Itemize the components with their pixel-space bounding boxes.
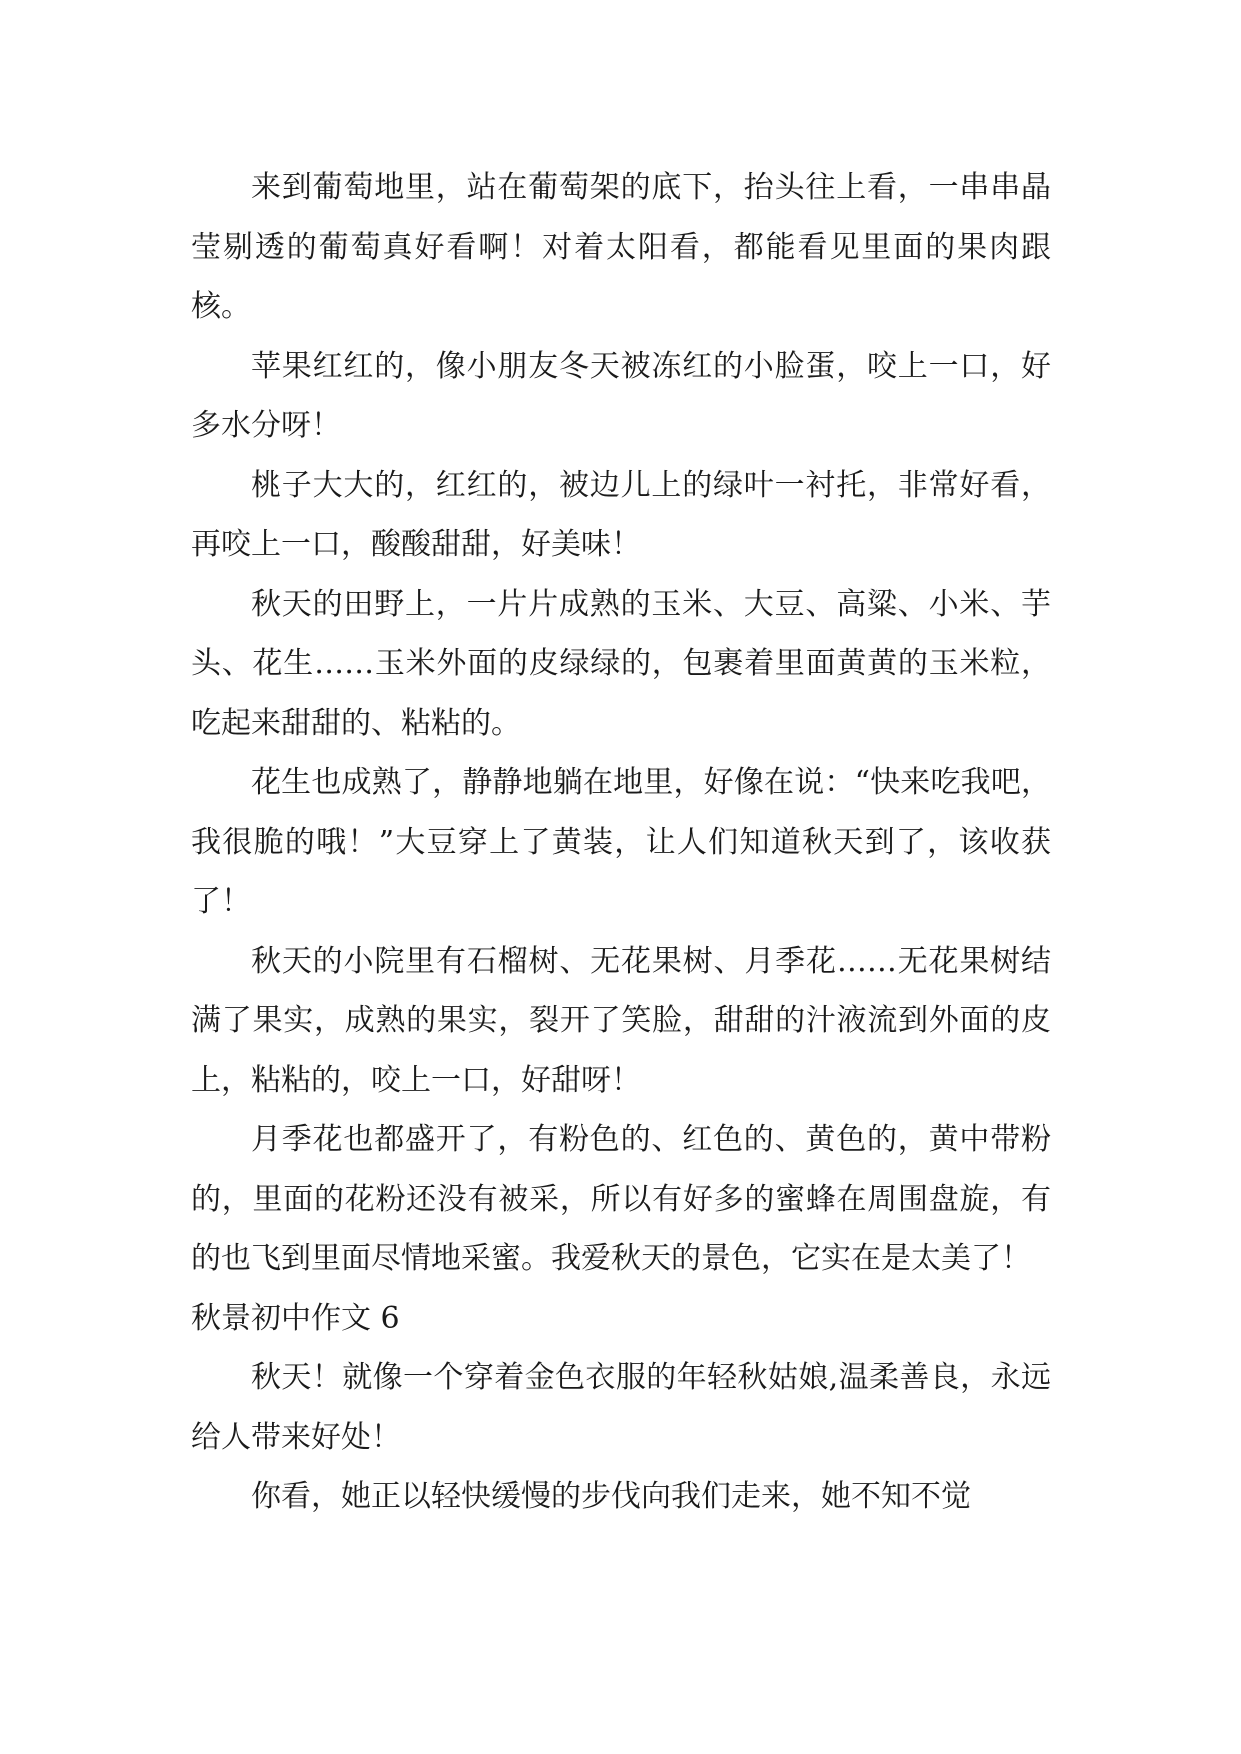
paragraph-grapes: 来到葡萄地里，站在葡萄架的底下，抬头往上看，一串串晶莹剔透的葡萄真好看啊！对着太阳看，都能看见里面的果肉跟核。 xyxy=(191,170,1051,324)
essay-heading: 秋景初中作文 6 xyxy=(191,1300,400,1336)
paragraph-peaches: 桃子大大的，红红的，被边儿上的绿叶一衬托，非常好看，再咬上一口，酸酸甜甜，好美味！ xyxy=(191,467,1051,562)
paragraph-apples: 苹果红红的，像小朋友冬天被冻红的小脸蛋，咬上一口，好多水分呀！ xyxy=(191,348,1051,443)
paragraph-peanuts: 花生也成熟了，静静地躺在地里，好像在说：“快来吃我吧，我很脆的哦！”大豆穿上了黄装，让人们知道秋天到了，该收获了！ xyxy=(191,765,1051,919)
paragraph-roses: 月季花也都盛开了，有粉色的、红色的、黄色的，黄中带粉的，里面的花粉还没有被采，所以有好多的蜜蜂在周围盘旋，有的也飞到里面尽情地采蜜。我爱秋天的景色，它实在是太美了！ xyxy=(191,1122,1051,1276)
paragraph-autumn-girl: 秋天！就像一个穿着金色衣服的年轻秋姑娘,温柔善良，永远给人带来好处！ xyxy=(191,1360,1051,1455)
document-body xyxy=(191,158,1051,1527)
paragraph-fields: 秋天的田野上，一片片成熟的玉米、大豆、高粱、小米、芋头、花生……玉米外面的皮绿绿的，包裹着里面黄黄的玉米粒，吃起来甜甜的、粘粘的。 xyxy=(191,586,1051,741)
paragraph-approaching: 你看，她正以轻快缓慢的步伐向我们走来，她不知不觉 xyxy=(251,1479,971,1514)
paragraph-courtyard: 秋天的小院里有石榴树、无花果树、月季花……无花果树结满了果实，成熟的果实，裂开了笑脸，甜甜的汁液流到外面的皮上，粘粘的，咬上一口，好甜呀！ xyxy=(191,943,1051,1098)
